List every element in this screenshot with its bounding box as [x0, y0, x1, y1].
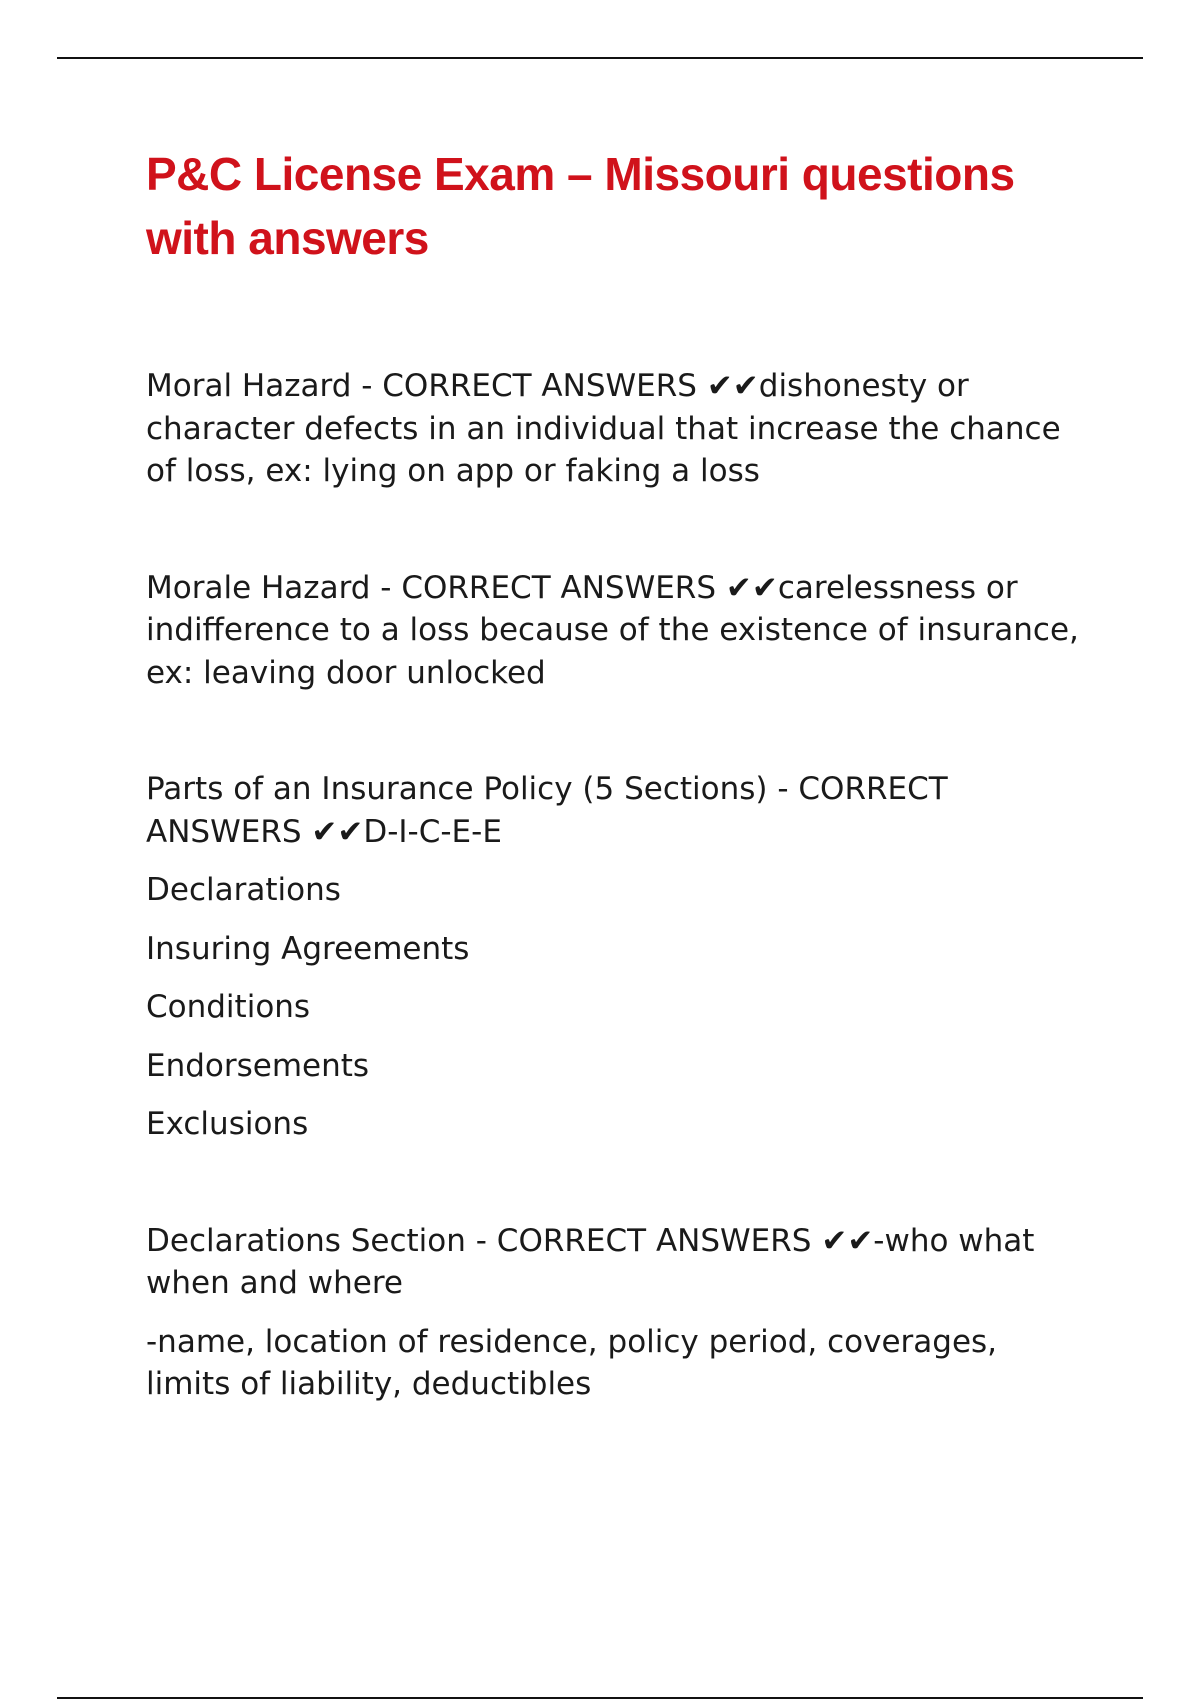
qa-question [146, 768, 1086, 853]
qa-answer: D-I-C-E-E [363, 813, 502, 850]
qa-answer: carelessness or indifference to a loss because of the existence of insurance, ex: leaving door unlocked [146, 569, 1079, 691]
qa-separator: - CORRECT ANSWERS [146, 771, 948, 850]
bottom-divider [57, 1697, 1143, 1699]
qa-term: Parts of an Insurance Policy (5 Sections) [146, 771, 768, 807]
qa-item-declarations-section [146, 1220, 1086, 1406]
double-check-icon: ✔✔ [725, 569, 778, 606]
qa-answer-detail: -name, location of residence, policy period, coverages, limits of liability, deductibles [146, 1323, 998, 1402]
qa-answer: -who what when and where [146, 1222, 1035, 1301]
qa-separator: - CORRECT ANSWERS [351, 368, 707, 404]
policy-part-declarations: Declarations [146, 872, 341, 908]
document-title: P&C License Exam – Missouri questions with answers [146, 148, 1015, 264]
qa-separator: - CORRECT ANSWERS [465, 1222, 822, 1259]
qa-term: Morale Hazard [146, 569, 371, 606]
qa-item-morale-hazard [146, 567, 1086, 695]
qa-question [146, 365, 1086, 493]
qa-term: Declarations Section [146, 1222, 466, 1259]
double-check-icon: ✔✔ [311, 813, 364, 850]
policy-part-endorsements: Endorsements [146, 1047, 370, 1084]
policy-part-exclusions: Exclusions [146, 1106, 309, 1142]
policy-part-insuring-agreements: Insuring Agreements [146, 930, 470, 967]
qa-item-moral-hazard [146, 365, 1086, 493]
double-check-icon: ✔✔ [821, 1222, 874, 1259]
double-check-icon: ✔✔ [706, 368, 759, 404]
qa-question [146, 567, 1086, 695]
qa-separator: - CORRECT ANSWERS [370, 569, 726, 606]
top-divider [57, 57, 1143, 59]
qa-answer: dishonesty or character defects in an individual that increase the chance of loss, ex: lying on app or faking a loss [146, 368, 1061, 489]
qa-question [146, 1220, 1086, 1305]
document-body [146, 365, 1086, 1480]
policy-part-conditions: Conditions [146, 989, 311, 1025]
qa-term: Moral Hazard [146, 368, 352, 404]
qa-item-policy-parts [146, 768, 1086, 1146]
